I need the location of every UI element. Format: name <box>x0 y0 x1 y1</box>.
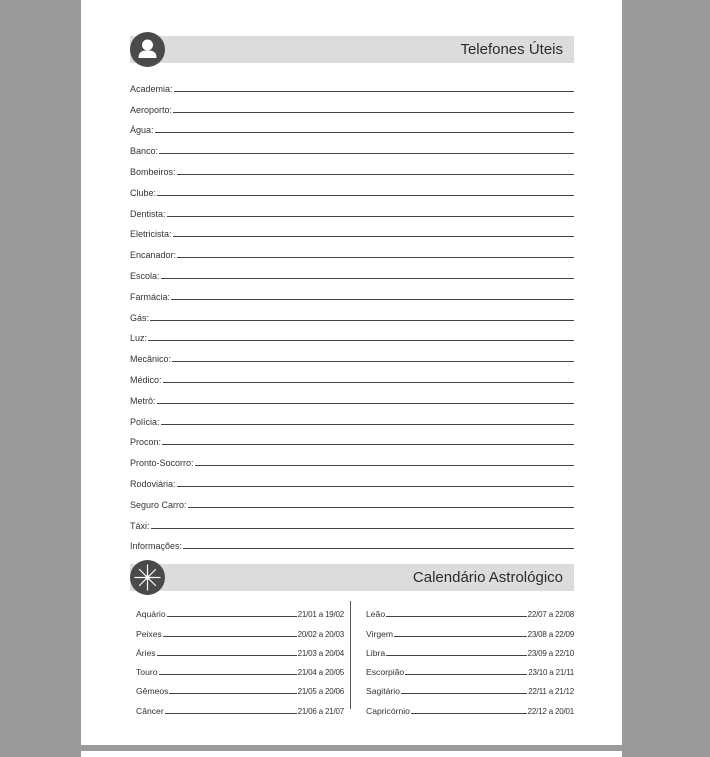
phone-entry-row <box>130 302 574 323</box>
zodiac-sign: Leão <box>366 609 386 620</box>
phone-entry-row <box>130 198 574 219</box>
phone-entry-line <box>174 91 574 92</box>
zodiac-dates: 23/10 a 21/11 <box>528 668 574 678</box>
phone-entry-label: Metrô: <box>130 395 156 406</box>
phones-section-header <box>130 36 574 63</box>
phone-entry-row <box>130 489 574 510</box>
astro-right-column <box>366 600 574 716</box>
phone-entry-row <box>130 385 574 406</box>
phone-entry-line <box>177 486 574 487</box>
zodiac-row <box>136 658 344 677</box>
phone-entry-label: Encanador: <box>130 250 177 261</box>
phone-entry-label: Bombeiros: <box>130 166 176 177</box>
phone-entry-label: Luz: <box>130 333 148 344</box>
phone-entry-label: Água: <box>130 125 154 136</box>
zodiac-row <box>366 619 574 638</box>
zodiac-leader-line <box>157 655 297 656</box>
phone-entry-row <box>130 281 574 302</box>
phone-entry-line <box>172 361 574 362</box>
zodiac-sign: Peixes <box>136 628 162 639</box>
zodiac-sign: Gêmeos <box>136 686 169 697</box>
phone-entry-line <box>173 236 574 237</box>
phone-entry-line <box>195 465 574 466</box>
zodiac-dates: 23/08 a 22/09 <box>527 629 574 639</box>
phone-entry-row <box>130 468 574 489</box>
zodiac-row <box>136 639 344 658</box>
phone-entry-row <box>130 219 574 240</box>
zodiac-dates: 21/01 a 19/02 <box>297 610 344 620</box>
phone-entry-label: Médico: <box>130 374 162 385</box>
zodiac-leader-line <box>386 655 527 656</box>
phone-entry-label: Escola: <box>130 270 160 281</box>
zodiac-row <box>136 619 344 638</box>
zodiac-row <box>136 600 344 619</box>
zodiac-leader-line <box>386 616 527 617</box>
phone-entry-label: Banco: <box>130 146 159 157</box>
phone-entry-line <box>161 424 574 425</box>
phone-entry-line <box>157 403 574 404</box>
phone-entry-line <box>177 257 574 258</box>
zodiac-dates: 23/09 a 22/10 <box>527 648 574 658</box>
zodiac-row <box>136 696 344 715</box>
phone-list <box>130 73 574 551</box>
phone-entry-label: Rodoviária: <box>130 478 176 489</box>
phone-entry-label: Farmácia: <box>130 291 171 302</box>
zodiac-leader-line <box>405 674 527 675</box>
phone-entry-row <box>130 156 574 177</box>
astro-left-column <box>136 600 344 716</box>
zodiac-dates: 20/02 a 20/03 <box>297 629 344 639</box>
zodiac-dates: 21/05 a 20/06 <box>297 687 344 697</box>
phone-entry-label: Academia: <box>130 83 173 94</box>
zodiac-dates: 22/07 a 22/08 <box>527 610 574 620</box>
phone-entry-label: Pronto-Socorro: <box>130 458 194 469</box>
phone-entry-label: Aeroporto: <box>130 104 173 115</box>
zodiac-row <box>366 677 574 696</box>
phone-entry-line <box>188 507 574 508</box>
phone-entry-row <box>130 260 574 281</box>
zodiac-row <box>366 600 574 619</box>
phone-entry-label: Procon: <box>130 437 162 448</box>
zodiac-leader-line <box>401 693 527 694</box>
phone-entry-row <box>130 510 574 531</box>
phone-entry-row <box>130 94 574 115</box>
zodiac-dates: 22/11 a 21/12 <box>528 687 574 697</box>
zodiac-leader-line <box>163 636 297 637</box>
phone-entry-line <box>150 320 574 321</box>
phone-entry-label: Informações: <box>130 541 183 552</box>
zodiac-leader-line <box>167 616 297 617</box>
phone-entry-line <box>162 444 574 445</box>
phone-entry-line <box>173 112 574 113</box>
phone-entry-row <box>130 115 574 136</box>
phone-entry-row <box>130 364 574 385</box>
phone-entry-line <box>177 174 574 175</box>
person-icon <box>130 32 165 67</box>
phone-entry-row <box>130 406 574 427</box>
phone-entry-label: Dentista: <box>130 208 166 219</box>
next-page-edge <box>81 751 622 757</box>
zodiac-row <box>366 658 574 677</box>
zodiac-sign: Escorpião <box>366 667 405 678</box>
phone-entry-row <box>130 239 574 260</box>
phone-entry-line <box>183 548 574 549</box>
astro-column-divider <box>350 601 351 709</box>
zodiac-leader-line <box>394 636 527 637</box>
phone-entry-label: Táxi: <box>130 520 150 531</box>
phone-entry-label: Gás: <box>130 312 150 323</box>
zodiac-dates: 21/06 a 21/07 <box>297 706 344 716</box>
phone-entry-row <box>130 135 574 156</box>
sparkle-star-icon <box>130 560 165 595</box>
phone-entry-label: Clube: <box>130 187 157 198</box>
zodiac-dates: 22/12 a 20/01 <box>527 706 574 716</box>
zodiac-leader-line <box>411 713 527 714</box>
phone-entry-row <box>130 323 574 344</box>
zodiac-row <box>366 696 574 715</box>
phone-entry-line <box>155 132 574 133</box>
zodiac-sign: Libra <box>366 647 386 658</box>
zodiac-row <box>366 639 574 658</box>
phone-entry-row <box>130 531 574 552</box>
phone-entry-line <box>151 528 574 529</box>
phone-entry-row <box>130 343 574 364</box>
phone-entry-line <box>159 153 574 154</box>
phone-entry-line <box>163 382 574 383</box>
phone-entry-line <box>171 299 574 300</box>
astro-section-title: Calendário Astrológico <box>412 569 563 586</box>
phone-entry-row <box>130 73 574 94</box>
zodiac-dates: 21/04 a 20/05 <box>297 668 344 678</box>
zodiac-sign: Sagitário <box>366 686 400 697</box>
zodiac-sign: Touro <box>136 667 158 678</box>
phone-entry-line <box>148 340 574 341</box>
zodiac-sign: Câncer <box>136 705 164 716</box>
phone-entry-row <box>130 447 574 468</box>
zodiac-leader-line <box>159 674 297 675</box>
phone-entry-label: Mecânico: <box>130 354 172 365</box>
phone-entry-row <box>130 427 574 448</box>
phone-entry-label: Seguro Carro: <box>130 499 187 510</box>
zodiac-dates: 21/03 a 20/04 <box>297 648 344 658</box>
zodiac-row <box>136 677 344 696</box>
phone-entry-label: Eletricista: <box>130 229 172 240</box>
phones-section-title: Telefones Úteis <box>460 41 563 58</box>
zodiac-sign: Aquário <box>136 609 166 620</box>
planner-page <box>81 0 622 745</box>
zodiac-sign: Capricórnio <box>366 705 410 716</box>
zodiac-sign: Áries <box>136 647 156 658</box>
phone-entry-label: Polícia: <box>130 416 160 427</box>
zodiac-leader-line <box>169 693 296 694</box>
phone-entry-line <box>161 278 574 279</box>
phone-entry-line <box>157 195 574 196</box>
astro-section-header <box>130 564 574 591</box>
zodiac-leader-line <box>165 713 297 714</box>
phone-entry-row <box>130 177 574 198</box>
zodiac-sign: Virgem <box>366 628 394 639</box>
phone-entry-line <box>167 216 574 217</box>
